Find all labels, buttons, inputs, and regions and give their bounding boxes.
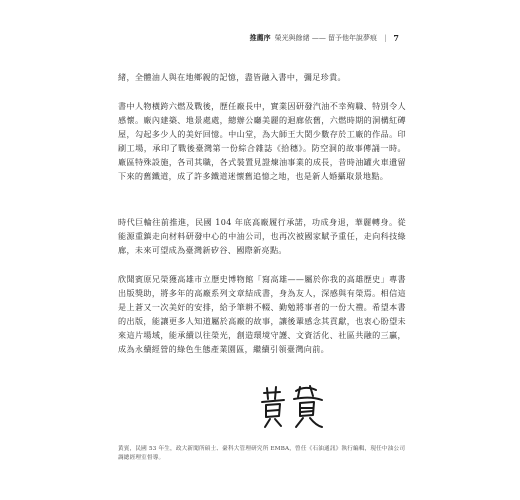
handwritten-signature bbox=[258, 383, 328, 433]
header-section: 推薦序 bbox=[249, 33, 271, 42]
page-number: 7 bbox=[393, 33, 399, 43]
author-bio: 黃賓，民國 53 年生，政大新聞所碩士、臺科大管理研究所 EMBA，曾任《石油通訊》執行編輯，現任中油公司調總經理室督導。 bbox=[118, 446, 406, 461]
paragraph-3: 時代巨輪往前推進，民國 104 年底高廠履行承諾，功成身退，華麗轉身。從能源重鎮走向材料研發中心的中油公司，也再次被國家賦予重任，走向科技綠廊，未來可望成為臺灣新矽谷、國際新亮點。 bbox=[118, 217, 406, 255]
running-header bbox=[250, 33, 399, 43]
paragraph-2: 書中人物橫跨六燃及戰後，歷任廠長中，實業因研發汽油不幸殉職、特別令人感懷。廠內建築、地景處處，總辦公廳美麗的迴廊依舊，六燃時期的洞構紅磚屋，勾起多少人的美好回憶。中山堂，為大師王大閎少數存於工廠的作品。印刷工場，承印了戰後臺灣第一份綜合雜誌《拾穗》。防空洞的故事傳誦一時。廠區特殊設施，各司其職，各式裝置見證煉油事業的成長，昔時油罐火車遺留下來的舊鐵道，成了許多鐵道迷懷舊追憶之地，也是新人婚攝取景地點。 bbox=[118, 101, 406, 181]
header-divider: | bbox=[384, 34, 387, 42]
header-title: 榮光與餘緒 —— 留予他年說夢痕 bbox=[274, 34, 378, 42]
paragraph-4: 欣聞賓原兄榮獲高雄市立歷史博物館「寫高雄——屬於你我的高雄歷史」專書出版獎助，將多年的高廠系列文章結成書，身為友人，深感與有榮焉。相信這是上蒼又一次美好的安排，給予筆耕不輟、勤勉將事者的一份大禮。希望本書的出版，能讓更多人知道屬於高廠的故事，讓後輩感念其貢獻，也衷心盼望未來這片場域，能承續以往榮光，創造環境守護、文資活化、社區共融的三贏，成為永續經營的綠色生態產業園區，繼續引領臺灣向前。 bbox=[118, 274, 406, 354]
paragraph-1: 緒，全體油人與在地鄉親的記憶，盡皆融入書中，彌足珍貴。 bbox=[118, 72, 346, 82]
